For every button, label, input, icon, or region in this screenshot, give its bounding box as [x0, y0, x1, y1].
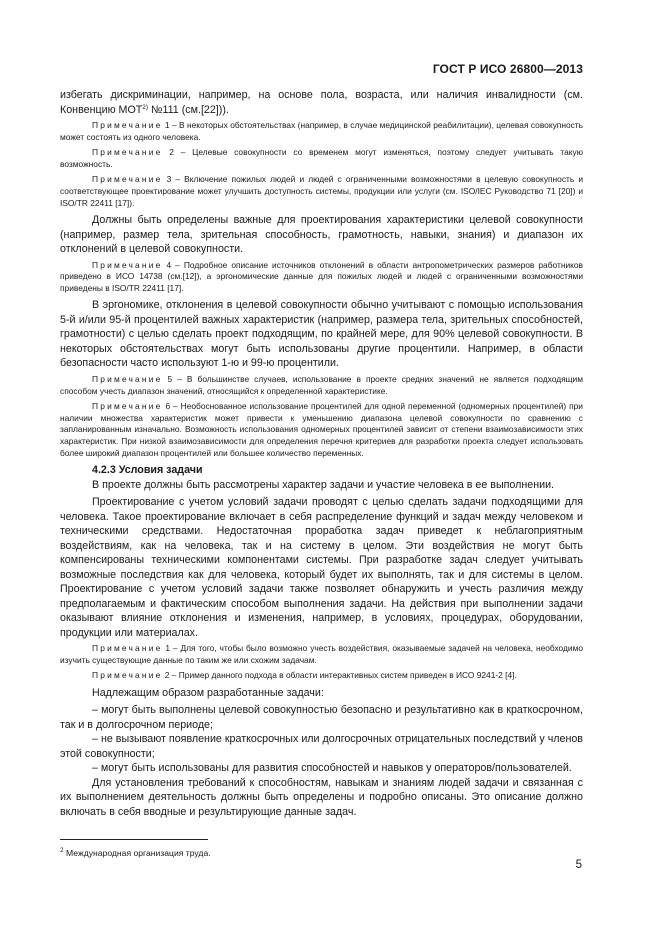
note-label: Примечание — [92, 147, 163, 158]
note-label: Примечание — [92, 120, 163, 130]
paragraph-percentiles: В эргономике, отклонения в целевой совокупности обычно учитывают с помощью использования 5-й и/или 95-й процентилей важных характеристик (например, размера тела, зрительных способностей, грамотности) с целью сделать проект подходящим, по крайней мере, для 90% целевой совокупности. В некоторых обстоятельствах могут быть использованы другие процентили. Например, в области безопасности часто используют 1-ю и 99-ю процентили. — [60, 299, 583, 370]
note-3 — [60, 174, 583, 209]
section-heading: 4.2.3 Условия задачи — [92, 464, 203, 477]
footnote-text: Международная организация труда. — [63, 848, 211, 858]
note-5 — [60, 374, 583, 397]
paragraph-text: избегать дискриминации, например, на основе пола, возраста, или наличия инвалидности (см. Конвенцию МОТ — [60, 89, 583, 116]
note-text: 1 – В некоторых обстоятельствах (например, в случае медицинской реабилитации), целевая совокупность может состоять из одного человека. — [60, 120, 583, 142]
note-6 — [60, 401, 583, 459]
note-text: 2 – Целевые совокупности со временем могут изменяться, поэтому следует учитывать такую возможность. — [60, 147, 583, 169]
note-label: Примечание — [92, 670, 163, 681]
note-text: 6 – Необоснованное использование процентилей для одной переменной (одномерных процентилей) при наличии множества характеристик может привести к уменьшению диапазона целевой совокупности по сравнению с запланированным изначально. Возможность использования одномерных процентилей зависит от степени взаимозависимости этих характеристик. При низкой взаимозависимости для определения перечня критериев для разработки проекта следует использовать более широкий диапазон процентилей или большее количество переменных. — [60, 401, 583, 458]
note-text: 2 – Пример данного подхода в области интерактивных систем приведен в ИСО 9241-2 [4]. — [162, 670, 517, 681]
paragraph-text: №111 (см.[22])). — [148, 103, 229, 116]
document-code-header: ГОСТ Р ИСО 26800—2013 — [432, 62, 583, 76]
note-label: Примечание — [92, 259, 163, 270]
note-text: 1 – Для того, чтобы было возможно учесть воздействия, оказываемые задачей на человека, необходимо изучить существующие данные по таким же или схожим задачам. — [60, 643, 583, 665]
note-2 — [60, 147, 583, 170]
list-item: – не вызывают появление краткосрочных или долгосрочных отрицательных последствий у членов этой совокупности; — [60, 733, 583, 760]
paragraph-list-intro: Надлежащим образом разработанные задачи: — [92, 686, 324, 699]
list-item: – могут быть использованы для развития способностей и навыков у операторов/пользователей. — [92, 762, 572, 775]
main-text — [60, 88, 583, 822]
note-text: 5 – В большинстве случаев, использование в проекте средних значений не является подходящим способом учесть диапазон значений, относящийся к определенной характеристике. — [60, 373, 583, 396]
paragraph-continuation — [60, 88, 583, 117]
page-number: 5 — [575, 859, 582, 871]
note-label: Примечание — [92, 401, 163, 412]
paragraph-task-design: Проектирование с учетом условий задачи проводят с целью сделать задачи подходящими для человека. Такое проектирование включает в себя распределение функций и задач между человеком и техническими средствами. Недостаточная проработка задач приведет к неблагоприятным воздействиям, как на человека, так и на систему в целом. Эти воздействия не могут быть компенсированы техническими компонентами системы. При разработке задач следует учитывать возможные последствия как для человека, который будет их выполнять, так и для системы в целом. Проектирование с учетом условий задачи также позволяет обнаружить и учесть различия между предполагаемым и фактическим способом выполнения задачи. На действия при выполнении задачи оказывают влияние отклонения и изменения, например, в условиях, процедурах, оборудовании, продукции или материалах. — [60, 496, 583, 639]
note-label: Примечание — [92, 174, 163, 185]
note-text: 4 – Подробное описание источников отклонений в области антропометрических размеров работников приведено в ИСО 14738 (см.[12]), а эргономические данные для пожилых людей и людей с ограниченными возможностями приведены в ISO/TR 22411 [17]. — [60, 259, 583, 293]
paragraph-requirements: Для установления требований к способностям, навыкам и знаниям людей задачи и связанная с их выполнением деятельность должны быть определены и подробно описаны. Это описание должно включать в себя вводные и результирующие данные задач. — [60, 776, 583, 818]
note-4 — [60, 260, 583, 295]
footnote-ref: 2) — [142, 103, 149, 111]
footnote-marker: 2 — [60, 847, 64, 854]
note-label: Примечание — [92, 373, 163, 384]
paragraph-task-intro: В проекте должны быть рассмотрены характер задачи и участие человека в ее выполнении. — [92, 478, 555, 491]
note-7 — [60, 643, 583, 666]
note-text: 3 – Включение пожилых людей и людей с ограниченными возможностями в целевую совокупность и соответствующее проектирование может улучшить доступность системы, продукции или услуги (см. ISO/IEC Руководство 71 [20]) и ISO/TR 22411 [17]). — [60, 174, 583, 208]
note-label: Примечание — [92, 643, 163, 654]
note-8 — [60, 670, 583, 682]
footnote-divider — [60, 839, 208, 840]
note-1 — [60, 120, 583, 143]
list-item: – могут быть выполнены целевой совокупностью безопасно и результативно как в краткосрочном, так и в долгосрочном периоде; — [60, 704, 583, 731]
footnote — [60, 848, 211, 858]
paragraph-characteristics: Должны быть определены важные для проектирования характеристики целевой совокупности (например, размер тела, зрительная способность, грамотность, навыки, знания) и диапазон их отклонений в целевой совокупности. — [60, 214, 583, 256]
